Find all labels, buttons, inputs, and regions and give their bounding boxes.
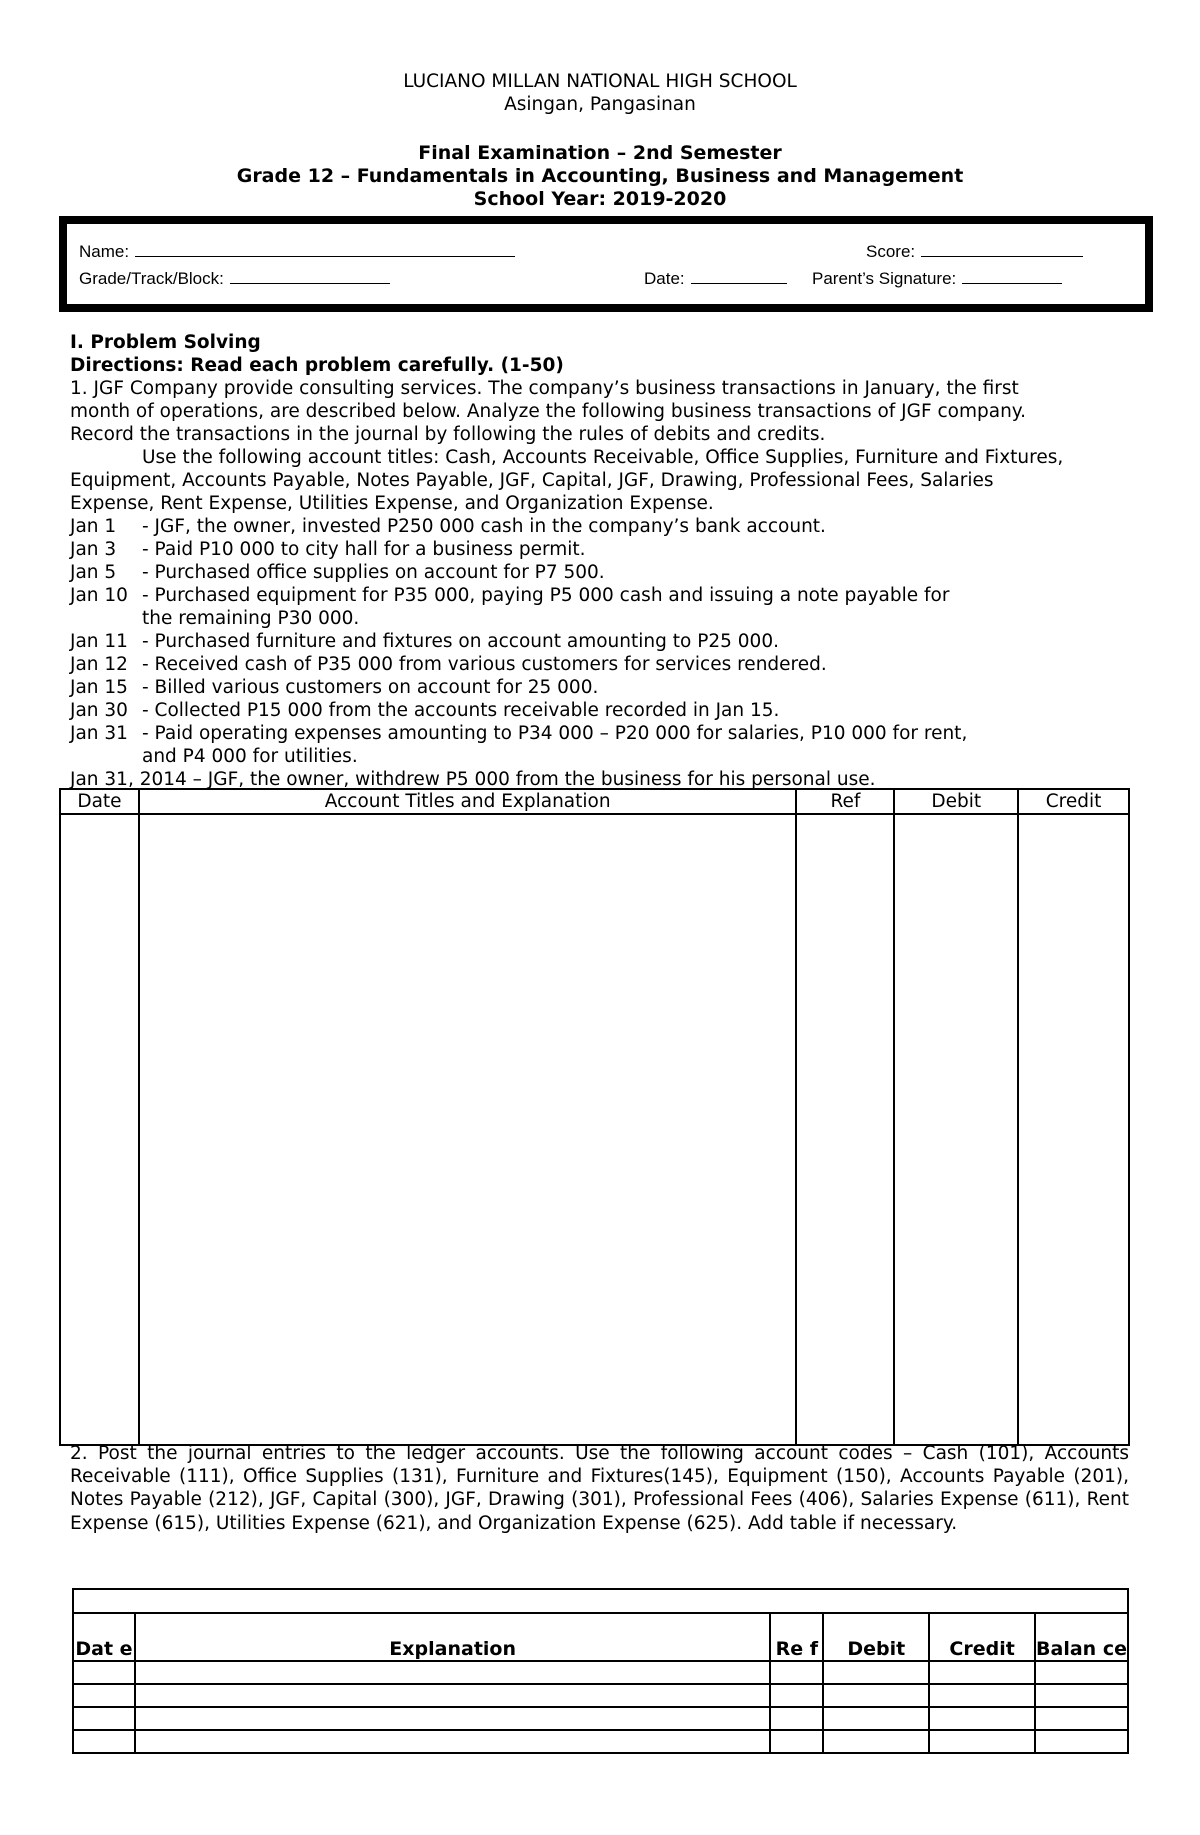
journal-header-credit: Credit — [1018, 789, 1129, 814]
transaction-row — [70, 538, 1132, 561]
ledger-cell[interactable] — [929, 1707, 1035, 1730]
transaction-continuation: and P4 000 for utilities. — [142, 746, 358, 767]
ledger-cell[interactable] — [73, 1684, 135, 1707]
ledger-cell[interactable] — [135, 1707, 770, 1730]
transaction-row — [70, 515, 1132, 538]
transaction-date: Jan 3 — [70, 539, 117, 560]
account-titles-line: Equipment, Accounts Payable, Notes Payable, JGF, Capital, JGF, Drawing, Professional Fees, Salaries — [70, 470, 994, 491]
ledger-cell[interactable] — [823, 1730, 929, 1753]
problem2-text: 2. Post the journal entries to the ledger accounts. Use the following account codes – Cash (101), Accounts Receivable (111), Office Supplies (131), Furniture and Fixtures(145), Equipment (150), Accounts Payable (201), Notes Payable (212), JGF, Capital (300), JGF, Drawing (301), Professional Fees (406), Salaries Expense (611), Rent Expense (615), Utilities Expense (621), and Organization Expense (625). Add table if necessary. — [70, 1443, 1129, 1534]
transaction-date: Jan 15 — [70, 677, 128, 698]
ledger-cell[interactable] — [929, 1730, 1035, 1753]
ledger-cell[interactable] — [135, 1661, 770, 1684]
transaction-continuation: the remaining P30 000. — [142, 608, 360, 629]
ledger-header-row — [73, 1613, 1128, 1661]
ledger-cell[interactable] — [770, 1661, 823, 1684]
transaction-date: Jan 11 — [70, 631, 128, 652]
ledger-header-ref: Re f — [770, 1613, 823, 1661]
transaction-date: Jan 5 — [70, 562, 117, 583]
ledger-cell[interactable] — [929, 1661, 1035, 1684]
transaction-row — [70, 699, 1132, 722]
ledger-header-debit: Debit — [823, 1613, 929, 1661]
transaction-date: Jan 12 — [70, 654, 128, 675]
journal-header-debit: Debit — [894, 789, 1018, 814]
school-name: LUCIANO MILLAN NATIONAL HIGH SCHOOL — [403, 71, 797, 92]
journal-header-account-titles: Account Titles and Explanation — [139, 789, 797, 814]
transaction-row — [70, 676, 1132, 699]
journal-date-cell[interactable] — [60, 814, 139, 1445]
ledger-entry-row[interactable] — [73, 1730, 1128, 1753]
transaction-text: - Purchased furniture and fixtures on account amounting to P25 000. — [142, 631, 779, 652]
parent-signature-blank[interactable] — [962, 267, 1062, 284]
transaction-row — [70, 561, 1132, 584]
transaction-text: - Paid operating expenses amounting to P34 000 – P20 000 for salaries, P10 000 for rent, — [142, 723, 968, 744]
exam-heading — [0, 142, 1200, 211]
last-transaction: Jan 31, 2014 – JGF, the owner, withdrew P5 000 from the business for his personal use. — [70, 769, 876, 790]
ledger-header-balance: Balan ce — [1035, 1613, 1128, 1661]
name-blank[interactable] — [135, 240, 515, 257]
student-info-box — [59, 216, 1153, 312]
journal-account-cell[interactable] — [139, 814, 797, 1445]
ledger-header-explanation: Explanation — [135, 1613, 770, 1661]
date-field[interactable] — [644, 267, 787, 289]
ledger-account-title-cell[interactable] — [73, 1589, 1128, 1613]
score-blank[interactable] — [921, 240, 1083, 257]
journal-entry-area[interactable] — [60, 814, 1129, 1445]
score-label: Score: — [866, 242, 916, 261]
ledger-entry-row[interactable] — [73, 1661, 1128, 1684]
journal-header-row — [60, 789, 1129, 814]
ledger-header-credit: Credit — [929, 1613, 1035, 1661]
journal-ref-cell[interactable] — [796, 814, 894, 1445]
account-titles-line: Use the following account titles: Cash, Accounts Receivable, Office Supplies, Furniture and Fixtures, — [142, 447, 1064, 468]
ledger-cell[interactable] — [73, 1730, 135, 1753]
ledger-cell[interactable] — [1035, 1730, 1128, 1753]
date-blank[interactable] — [691, 267, 787, 284]
ledger-cell[interactable] — [73, 1661, 135, 1684]
transaction-row — [70, 584, 1132, 607]
transaction-text: - Paid P10 000 to city hall for a business permit. — [142, 539, 586, 560]
transaction-row — [70, 722, 1132, 745]
directions: Directions: Read each problem carefully. (1-50) — [70, 355, 564, 376]
parent-signature-field[interactable] — [812, 267, 1062, 289]
journal-table — [59, 788, 1130, 1446]
problem1-line: Record the transactions in the journal by following the rules of debits and credits. — [70, 424, 826, 445]
problem1-line: 1. JGF Company provide consulting services. The company’s business transactions in January, the first — [70, 378, 1019, 399]
journal-header-date: Date — [60, 789, 139, 814]
transaction-date: Jan 10 — [70, 585, 128, 606]
transaction-text: - Collected P15 000 from the accounts receivable recorded in Jan 15. — [142, 700, 780, 721]
ledger-entry-row[interactable] — [73, 1684, 1128, 1707]
section-heading: I. Problem Solving — [70, 332, 261, 353]
grade-track-block-label: Grade/Track/Block: — [79, 269, 224, 288]
ledger-cell[interactable] — [823, 1661, 929, 1684]
account-titles-line: Expense, Rent Expense, Utilities Expense, and Organization Expense. — [70, 493, 714, 514]
course-title: Grade 12 – Fundamentals in Accounting, Business and Management — [236, 165, 964, 187]
transaction-text: - JGF, the owner, invested P250 000 cash in the company’s bank account. — [142, 516, 826, 537]
name-field[interactable] — [79, 240, 515, 262]
transaction-text: - Purchased equipment for P35 000, paying P5 000 cash and issuing a note payable for — [142, 585, 950, 606]
grade-track-block-blank[interactable] — [230, 267, 390, 284]
ledger-cell[interactable] — [929, 1684, 1035, 1707]
transaction-text: - Billed various customers on account for 25 000. — [142, 677, 599, 698]
ledger-header-date: Dat e — [73, 1613, 135, 1661]
school-year: School Year: 2019-2020 — [473, 188, 727, 210]
grade-track-block-field[interactable] — [79, 267, 390, 289]
transaction-text: - Purchased office supplies on account for P7 500. — [142, 562, 605, 583]
ledger-cell[interactable] — [770, 1684, 823, 1707]
score-field[interactable] — [866, 240, 1083, 262]
transaction-row — [70, 630, 1132, 653]
ledger-cell[interactable] — [823, 1684, 929, 1707]
ledger-cell[interactable] — [823, 1707, 929, 1730]
date-label: Date: — [644, 269, 685, 288]
ledger-cell[interactable] — [135, 1684, 770, 1707]
ledger-cell[interactable] — [770, 1730, 823, 1753]
parent-signature-label: Parent’s Signature: — [812, 269, 957, 288]
name-label: Name: — [79, 242, 130, 261]
ledger-account-row[interactable] — [73, 1589, 1128, 1613]
exam-title: Final Examination – 2nd Semester — [418, 142, 782, 164]
ledger-entry-row[interactable] — [73, 1707, 1128, 1730]
transaction-row — [70, 653, 1132, 676]
ledger-cell[interactable] — [1035, 1684, 1128, 1707]
ledger-cell[interactable] — [1035, 1661, 1128, 1684]
transaction-date: Jan 30 — [70, 700, 128, 721]
transaction-text: - Received cash of P35 000 from various customers for services rendered. — [142, 654, 827, 675]
problem-section — [70, 331, 1132, 791]
problem1-line: month of operations, are described below. Analyze the following business transactions of JGF company. — [70, 401, 1027, 422]
ledger-table — [72, 1588, 1129, 1754]
journal-header-ref: Ref — [796, 789, 894, 814]
ledger-cell[interactable] — [770, 1707, 823, 1730]
journal-credit-cell[interactable] — [1018, 814, 1129, 1445]
ledger-cell[interactable] — [1035, 1707, 1128, 1730]
school-location: Asingan, Pangasinan — [504, 94, 696, 115]
ledger-cell[interactable] — [73, 1707, 135, 1730]
journal-debit-cell[interactable] — [894, 814, 1018, 1445]
ledger-cell[interactable] — [135, 1730, 770, 1753]
transaction-date: Jan 1 — [70, 516, 117, 537]
transaction-date: Jan 31 — [70, 723, 128, 744]
